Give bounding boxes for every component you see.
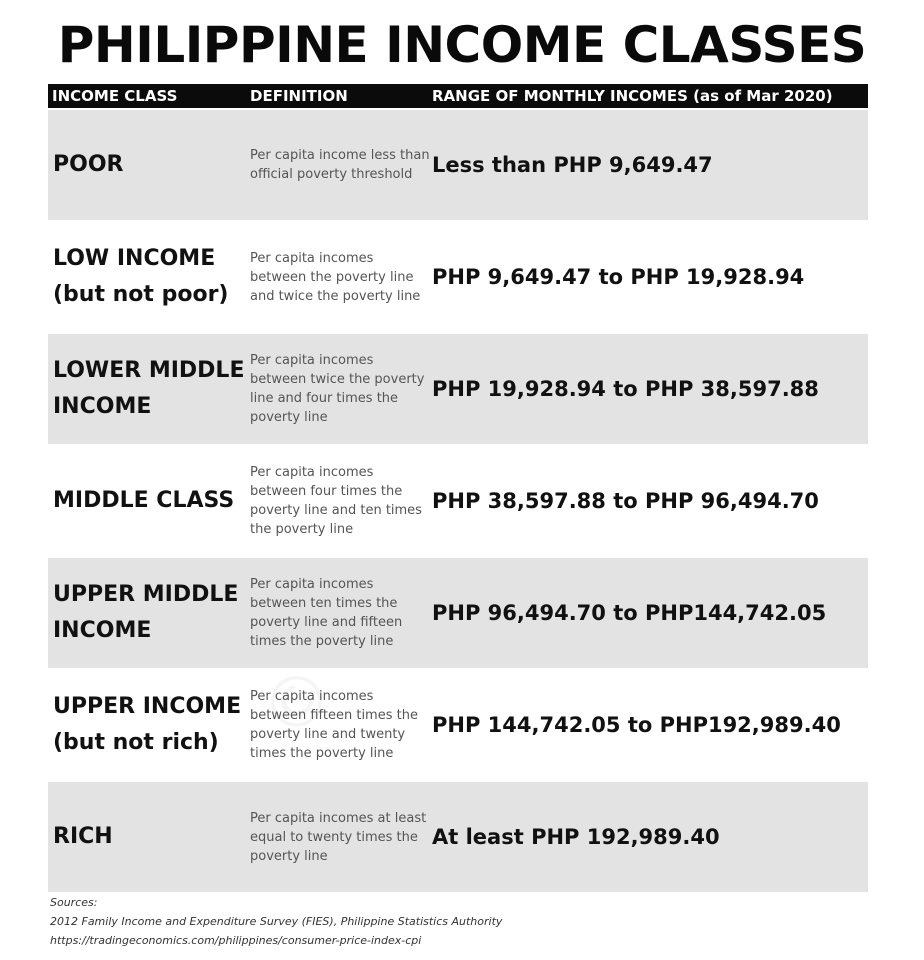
range-cell: At least PHP 192,989.40 <box>432 825 720 849</box>
definition-cell: Per capita incomes at least equal to twenty times the poverty line <box>250 810 427 864</box>
definition-cell: Per capita incomes between ten times the poverty line and fifteen times the poverty line <box>250 577 403 649</box>
income-class-cell: UPPER MIDDLE INCOME <box>53 582 239 643</box>
table-row-upper-middle-income <box>48 558 868 668</box>
definition-cell: Per capita incomes between four times the poverty line and ten times the poverty line <box>250 465 422 537</box>
definition-cell: Per capita incomes between fifteen times the poverty line and twenty times the poverty line <box>250 689 418 761</box>
income-class-cell: LOWER MIDDLE INCOME <box>53 358 245 419</box>
range-cell: PHP 38,597.88 to PHP 96,494.70 <box>432 489 819 513</box>
sources-label: Sources: <box>50 896 98 909</box>
income-class-cell: MIDDLE CLASS <box>53 488 235 513</box>
definition-cell: Per capita income less than official poverty threshold <box>250 148 430 182</box>
table-row-rich <box>48 782 868 892</box>
range-cell: PHP 19,928.94 to PHP 38,597.88 <box>432 377 819 401</box>
income-class-cell: UPPER INCOME (but not rich) <box>53 694 242 755</box>
definition-cell: Per capita incomes between the poverty line and twice the poverty line <box>250 250 421 304</box>
source-url: https://tradingeconomics.com/philippines/consumer-price-index-cpi <box>50 934 422 947</box>
income-class-cell: POOR <box>53 152 124 177</box>
income-class-cell: RICH <box>53 824 113 849</box>
income-class-cell: LOW INCOME (but not poor) <box>53 246 229 307</box>
range-cell: Less than PHP 9,649.47 <box>432 153 713 177</box>
sources-block <box>50 893 850 950</box>
header-range: RANGE OF MONTHLY INCOMES (as of Mar 2020) <box>432 87 833 105</box>
table-header <box>48 84 868 108</box>
table-row-upper-income <box>48 670 868 780</box>
definition-cell: Per capita incomes between twice the poverty line and four times the poverty line <box>250 353 425 425</box>
header-income-class: INCOME CLASS <box>52 87 178 105</box>
page-title: PHILIPPINE INCOME CLASSES <box>57 16 867 74</box>
range-cell: PHP 9,649.47 to PHP 19,928.94 <box>432 265 805 289</box>
table-row-low-income <box>48 222 868 332</box>
table-row-middle-class <box>48 446 868 556</box>
table-row-lower-middle-income <box>48 334 868 444</box>
table-row-poor <box>48 110 868 220</box>
range-cell: PHP 96,494.70 to PHP144,742.05 <box>432 601 827 625</box>
range-cell: PHP 144,742.05 to PHP192,989.40 <box>432 713 841 737</box>
source-fies: 2012 Family Income and Expenditure Survey (FIES), Philippine Statistics Authority <box>50 915 503 928</box>
header-definition: DEFINITION <box>250 87 348 105</box>
